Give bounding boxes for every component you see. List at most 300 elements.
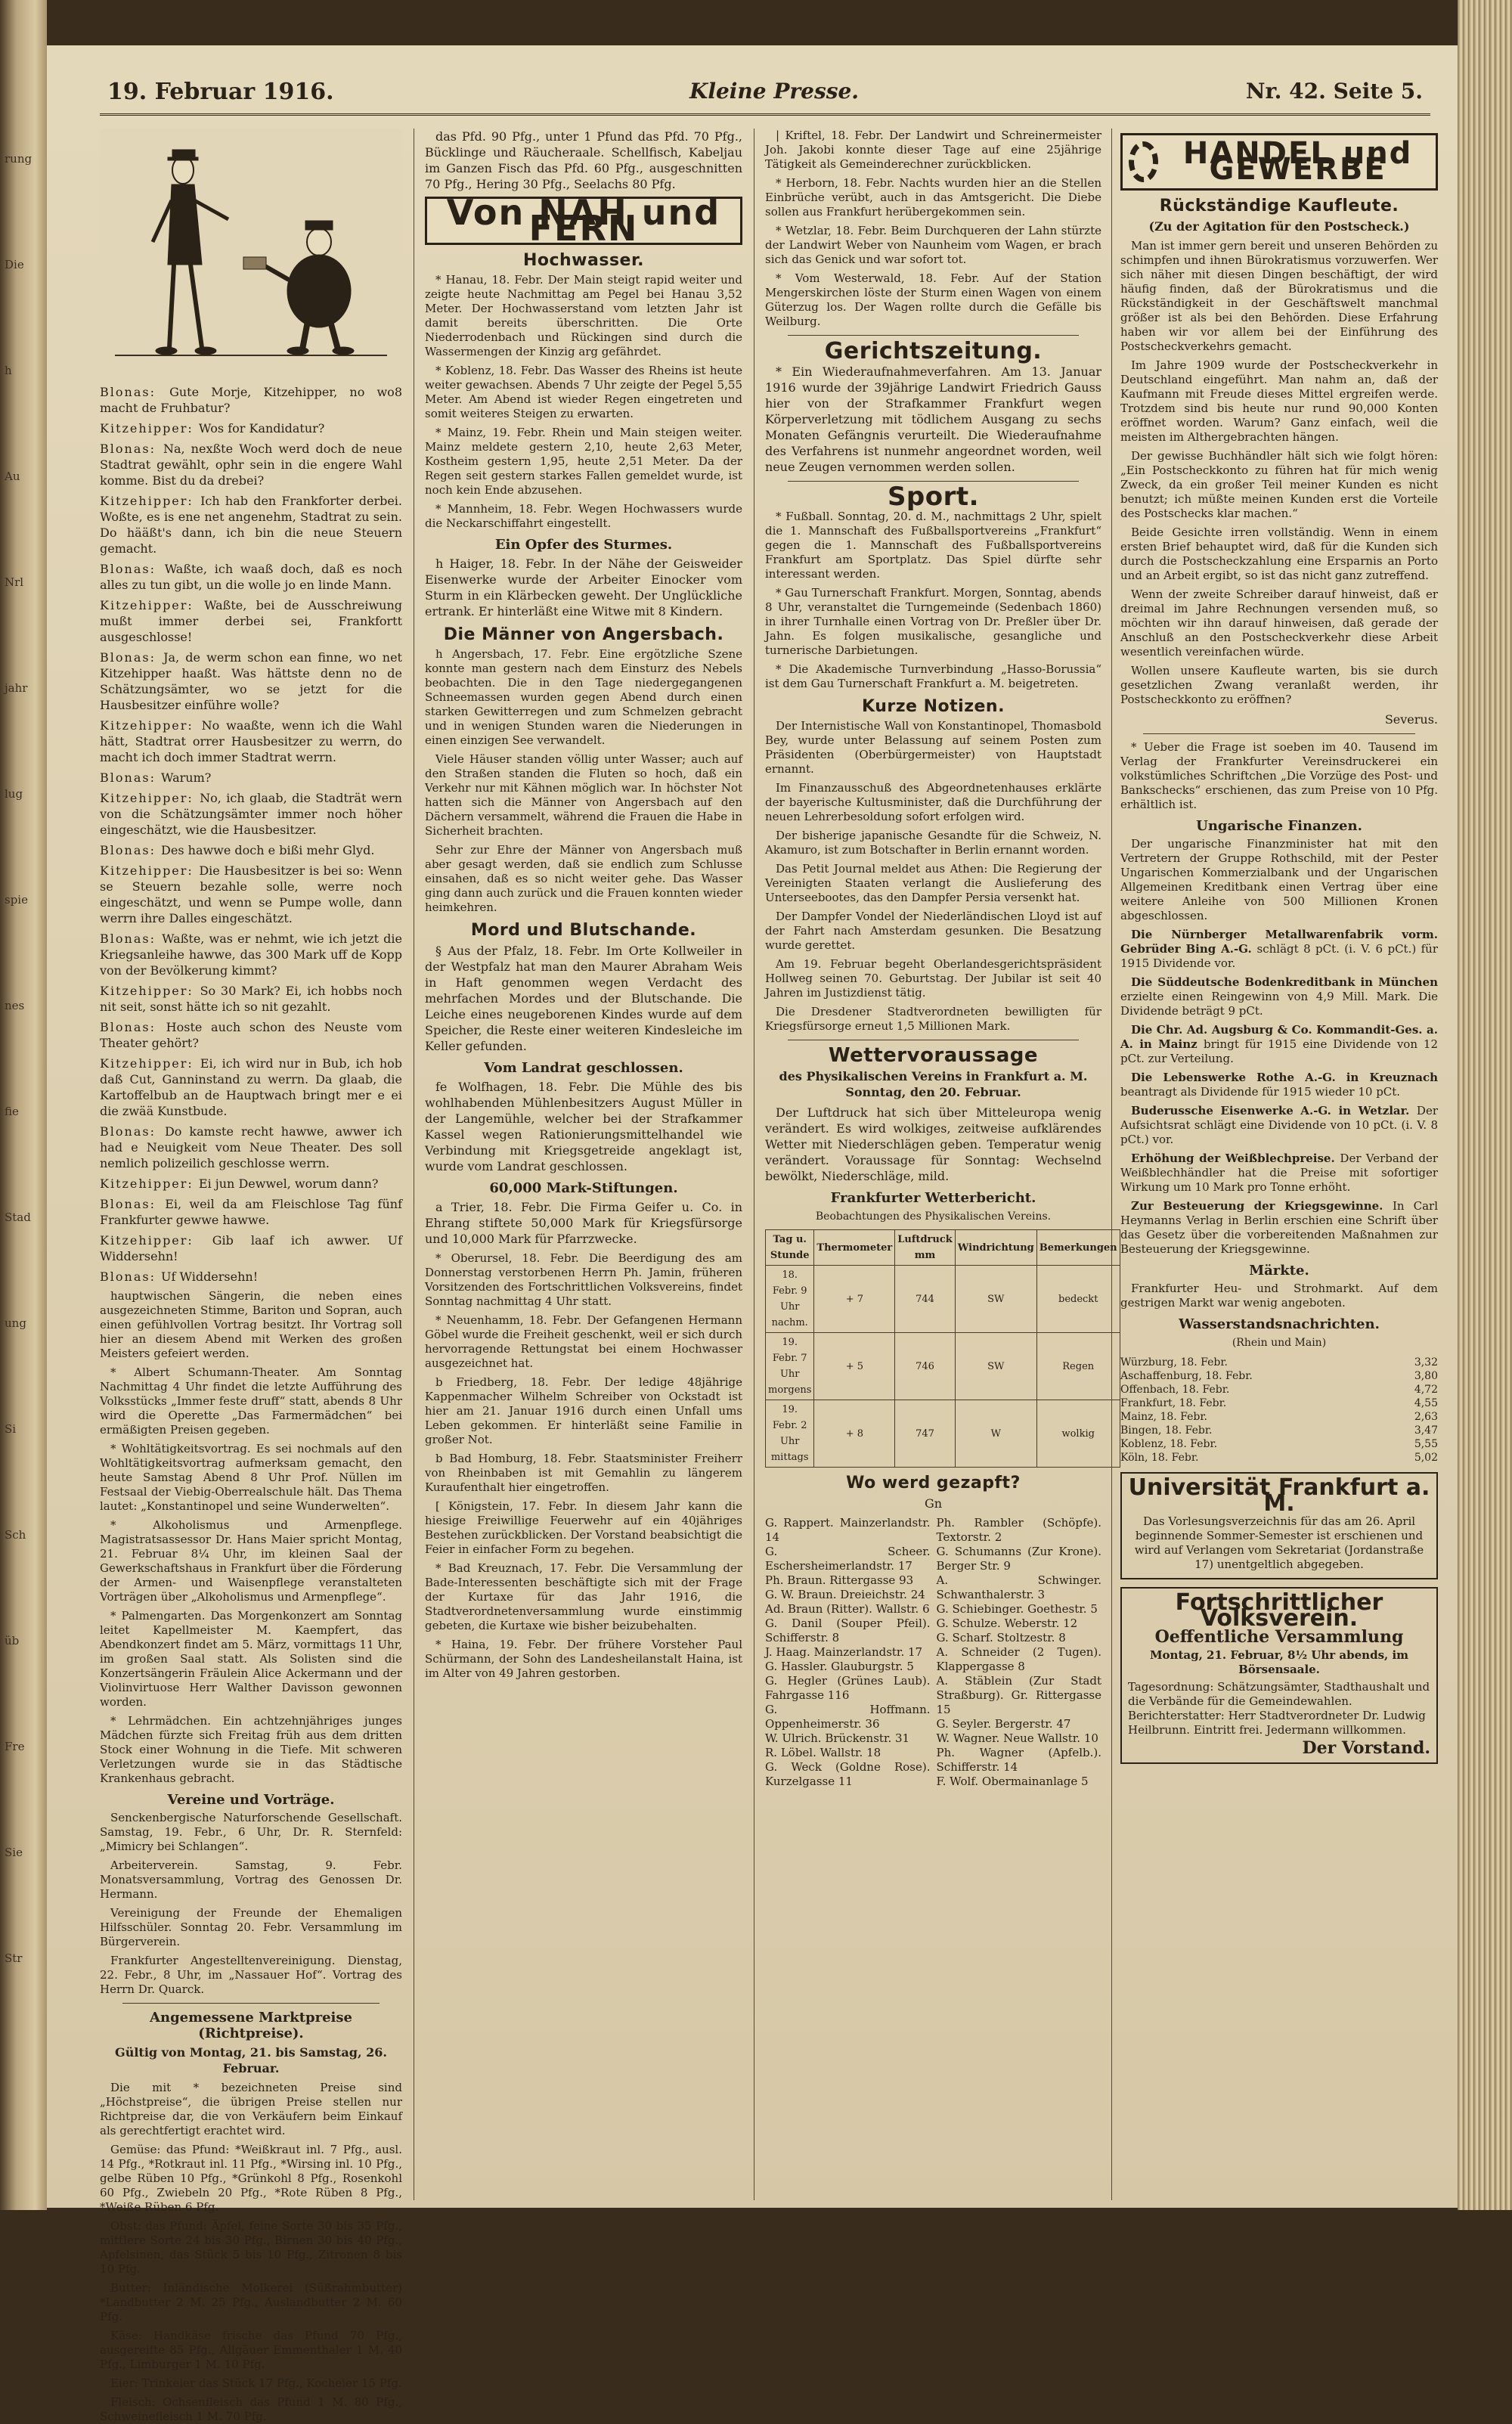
ad-title: Fortschrittlicher Volksverein. [1175,1589,1383,1632]
dialogue-text: Uf Widdersehn! [161,1269,259,1284]
water-level-station: Aschaffenburg, 18. Febr. [1120,1370,1253,1382]
column-1 [100,129,403,2423]
edge-text-fragment: jahr [5,681,28,695]
tavern-entry: G. Schiebinger. Goethestr. 5 [936,1602,1098,1616]
business-note [1120,975,1438,1018]
tavern-entry: Ph. Rambler (Schöpfe). Textorstr. 2 [936,1516,1101,1544]
headline-angersbach: Die Männer von Angersbach. [443,625,724,644]
dialogue-text: Die Hausbesitzer is bei so: Wenn se Steuern bezahle solle, werre noch eingeschätzt, und wenn se Pumpe wolle, dann werrn ihre Dalles eingeschätzt. [100,863,402,925]
business-note-text: erzielte einen Reingewinn von 4,9 Mill. Mark. Die Dividende beträgt 9 pCt. [1120,990,1438,1018]
article-text: * Wetzlar, 18. Febr. Beim Durchqueren der Lahn stürzte der Landwirt Weber von Naunheim vom Wagen, er brach sich das Genick und war sofort tot. [765,224,1101,266]
speaker-name: Kitzehipper: [100,598,205,612]
edge-text-fragment: Stad [5,1210,31,1224]
speaker-name: Blonas: [100,770,162,785]
notiz-item: Am 19. Februar begeht Oberlandesgerichtspräsident Hollweg seinen 70. Geburtstag. Der Jubilar ist seit 40 Jahren im Justizdienst tätig. [765,957,1101,1000]
author-signature: Severus. [1384,712,1438,727]
weather-row [766,1400,1120,1468]
edge-text-fragment: rung [5,152,33,166]
edge-text-fragment: Au [5,470,20,483]
column-4 [1120,129,1438,2200]
tavern-entry: G. Hassler. Glauburgstr. 5 [765,1660,914,1673]
article-text: * Alkoholismus und Armenpflege. Magistratsassessor Dr. Hans Maier spricht Montag, 21. Februar 8¼ Uhr, im kleinen Saal der Gewerkschaftshaus in Frankfurt über die Förderung der Armen- und Waisenpflege veranstalteten Vorträgen über „Alkoholismus und Armenpflege“. [100,1518,402,1604]
dialogue-line [100,441,402,488]
article-text: * Lehrmädchen. Ein achtzehnjähriges junges Mädchen fürzte sich Freitag früh aus dem dritten Stock einer Wohnung in die Tiefe. Mit schweren Verletzungen wurde sie in das Städtische Krankenhaus gebracht. [100,1714,402,1785]
article-text: * Gau Turnerschaft Frankfurt. Morgen, Sonntag, abends 8 Uhr, veranstaltet die Turngemeinde (Sedenbach 1860) in ihrer Turnhalle einen Vortrag von Dr. Preßler über Dr. Jahn. Es folgen musikalische, gesangliche und turnerische Darbietungen. [765,586,1101,657]
water-level-value: 3,47 [1414,1424,1438,1437]
article-text: * Haina, 19. Febr. Der frühere Vorsteher Paul Schürmann, der Sohn des Landesheilanstalt Haina, ist im Alter von 49 Jahren gestorben. [425,1638,742,1680]
page-header [100,76,1430,116]
dialogue-line [100,718,402,765]
tavern-entry: G. Seyler. Bergerstr. 47 [936,1717,1071,1731]
dialogue-text: Hoste auch schon des Neuste vom Theater gehört? [100,1020,402,1050]
wetterbericht-title: Frankfurter Wetterbericht. [830,1190,1036,1206]
wetterbericht-subtitle: Beobachtungen des Physikalischen Vereins. [815,1210,1052,1223]
article-subtitle: (Zu der Agitation für den Postscheck.) [1148,219,1410,234]
article-text: hauptwischen Sängerin, die neben eines ausgezeichneten Stimme, Bariton und Sopran, auch einen gefühlvollen Vortrag besitzt. Ihr Vortrag soll hier an diesem Abend mit Werken des großen Meisters gefeiert werden. [100,1289,402,1360]
article-text: b Friedberg, 18. Febr. Der ledige 48jährige Kappenmacher Wilhelm Schreiber von Ockstadt ist hier am 21. Januar 1916 durch einen Unfall ums Leben gekommen. Er hinterläßt seine Familie in großer Not. [425,1375,742,1446]
local-news-list [765,129,1101,329]
business-note-text: schlägt 8 pCt. (i. V. 6 pCt.) für 1915 Dividende vor. [1120,942,1438,970]
newspaper-title: Kleine Presse. [689,79,860,104]
speaker-name: Kitzehipper: [100,1176,199,1191]
cartoon-illustration [100,129,402,378]
business-note [1120,928,1438,971]
marktpreise-validity: Gültig von Montag, 21. bis Samstag, 26. Februar. [115,2045,387,2075]
business-note [1120,1152,1438,1195]
edge-text-fragment: nes [5,999,25,1012]
speaker-name: Kitzehipper: [100,421,199,436]
tavern-list-right [937,1516,1102,1789]
column-rule [1111,129,1112,2200]
notiz-item: Das Petit Journal meldet aus Athen: Die Regierung der Vereinigten Staaten verlangt die Auslieferung des Unterseebootes, das den Dampfer Persia versenkt hat. [765,862,1101,904]
tavern-entry: Ph. Wagner (Apfelb.). Schifferstr. 14 [936,1746,1101,1774]
water-level-row [1120,1424,1438,1437]
marktpreise-item: Käse: Handkäse frische das Pfund 70 Pfg., ausgereifte 85 Pfg., Allgäuer Emmenthaler 1 M. 40 Pfg., Limburger 1 M. 10 Pfg. [100,2329,402,2371]
headline-wasserstand: Wasserstandsnachrichten. [1179,1316,1380,1332]
speaker-name: Kitzehipper: [100,863,200,878]
section-title-kurze-notizen: Kurze Notizen. [862,697,1005,716]
business-note-title: Die Süddeutsche Bodenkreditbank in München [1131,975,1438,989]
business-note-text: Der Aufsichtsrat schlägt eine Dividende von 10 pCt. (i. V. 8 pCt.) vor. [1120,1104,1438,1146]
business-note [1120,1071,1438,1099]
dialogue-line [100,561,402,593]
edge-text-fragment: Str [5,1951,23,1965]
dialogue-text: Gib laaf ich awwer. Uf Widdersehn! [100,1233,402,1263]
dialogue-line [100,931,402,978]
weather-cell: W [955,1400,1036,1468]
tavern-entry: G. Hegler (Grünes Laub). Fahrgasse 116 [765,1674,931,1702]
speaker-name: Blonas: [100,562,165,576]
edge-text-fragment: Nrl [5,575,24,589]
edge-text-fragment: Sie [5,1846,23,1859]
dialogue-text: No, ich glaab, die Stadträt wern von die Schätzungsämter immer noch höher eingeschätzt, wie die Hausbesitzer. [100,791,402,837]
business-note-title: Buderussche Eisenwerke A.-G. in Wetzlar. [1131,1104,1417,1117]
weather-column-header: Thermometer [814,1230,895,1266]
wetter-subtitle: des Physikalischen Vereins in Frankfurt a. M. Sonntag, den 20. Februar. [779,1069,1088,1099]
tavern-entry: G. Scharf. Stoltzestr. 8 [936,1631,1066,1644]
dialogue-text: Ei, weil da am Fleischlose Tag fünf Frankfurter gewwe hawwe. [100,1197,402,1227]
section-title-vereine: Vereine und Vorträge. [167,1792,335,1808]
sport-articles [765,510,1101,691]
weather-cell: SW [955,1333,1036,1400]
marktpreise-item: Obst: das Pfund: Äpfel, feine Sorte 30 bis 35 Pfg., mittlere Sorte 24 bis 30 Pfg., Birnen 30 bis 40 Pfg., Apfelsinen, das Stück 5 bis 10 Pfg., Zitronen 8 bis 10 Pfg. [100,2219,402,2276]
water-level-row [1120,1383,1438,1396]
tavern-entry: G. Schumanns (Zur Krone). Berger Str. 9 [936,1545,1101,1573]
water-level-row [1120,1356,1438,1369]
dialogue-line [100,1232,402,1264]
section-banner-handel-gewerbe [1120,133,1438,191]
tavern-entry: G. Rappert. Mainzerlandstr. 14 [765,1516,931,1544]
speaker-name: Kitzehipper: [100,718,202,733]
notiz-item: Die Dresdener Stadtverordneten bewilligten für Kriegsfürsorge erneut 1,5 Millionen Mark. [765,1005,1101,1033]
tavern-list [765,1516,1101,1789]
water-level-row [1120,1437,1438,1451]
article-text: * Bad Kreuznach, 17. Febr. Die Versammlung der Bade-Interessenten beschäftigte sich mit der Frage der Kurtaxe für das Jahr 1916, die Stadtverordnetenversammlung wurde einstimmig gebeten, die Kurtaxe wie bisher beizubehalten. [425,1561,742,1632]
business-note-title: Die Chr. Ad. Augsburg & Co. Kommandit-Ges. a. A. in Mainz [1120,1023,1438,1051]
water-level-row [1120,1396,1438,1410]
dialogue-line [100,1124,402,1171]
article-text: * Die Akademische Turnverbindung „Hasso-Borussia“ ist dem Gau Turnerschaft Frankfurt a. M. beigetreten. [765,662,1101,690]
headline-landrat: Vom Landrat geschlossen. [484,1060,683,1076]
article-text: * Vom Westerwald, 18. Febr. Auf der Station Mengerskirchen löste der Sturm einen Wagen von einem Güterzug los. Der Wagen rollte durch die Gefälle bis Weilburg. [765,271,1101,328]
dialogue-text: No waaßte, wenn ich die Wahl hätt, Stadtrat orrer Hausbesitzer zu werrn, do macht ich doch immer Stadtrat werrn. [100,718,402,764]
weather-column-header: Bemerkungen [1036,1230,1120,1266]
dialogue-line [100,842,402,858]
marktpreise-item: Eier: Trinkeier das Stück 17 Pfg., Kocheier 15 Pfg. [110,2376,402,2390]
article-text: Der Luftdruck hat sich über Mitteleuropa wenig verändert. Es wird wolkiges, zeitweise aufklärendes Wetter mit Niederschlägen geben. Temperatur wenig verändert. Voraussage für Sonntag: Wechselnd bewölkt, Niederschläge, mild. [765,1105,1101,1183]
speaker-name: Kitzehipper: [100,791,200,805]
tavern-entry: W. Ulrich. Brückenstr. 31 [765,1731,910,1745]
weather-cell: 746 [895,1333,956,1400]
water-level-value: 5,02 [1414,1452,1438,1464]
local-news-list [425,1251,742,1681]
business-notes [1120,928,1438,1257]
edge-text-fragment: üb [5,1634,20,1648]
edge-text-fragment: Si [5,1422,17,1436]
weather-cell: 744 [895,1266,956,1333]
business-note-title: Zur Besteuerung der Kriegsgewinne. [1131,1199,1393,1213]
angersbach-article [425,647,742,915]
speaker-name: Kitzehipper: [100,1233,212,1248]
tavern-entry: G. Schulze. Weberstr. 12 [936,1617,1078,1630]
article-text: * Ein Wiederaufnahmeverfahren. Am 13. Januar 1916 wurde der 39jährige Landwirt Friedrich Gauss hier von der Strafkammer Frankfurt wegen Körperverletzung mit tödlichem Ausgang zu sechs Monaten Gefängnis verurteilt. Die Wiederaufnahme des Verfahrens ist nunmehr angeordnet worden, weil neue Zeugen vernommen werden sollen. [765,364,1101,474]
tavern-entry: W. Wagner. Neue Wallstr. 10 [936,1731,1098,1745]
business-note-title: Erhöhung der Weißblechpreise. [1131,1152,1340,1165]
weather-table [765,1229,1120,1468]
tavern-entry: R. Löbel. Wallstr. 18 [765,1746,881,1759]
dialogue-text: Ei jun Dewwel, worum dann? [198,1176,379,1191]
weather-cell: + 5 [814,1333,895,1400]
water-level-value: 3,80 [1414,1370,1438,1382]
vereine-list [100,1811,402,1997]
article-text: * Albert Schumann-Theater. Am Sonntag Nachmittag 4 Uhr findet die letzte Aufführung des Volksstücks „Immer feste druff“ statt, abends 8 Uhr wird die Operette „Das Farmermädchen“ bei ermäßigten Preisen gegeben. [100,1365,402,1437]
dialogue-line [100,493,402,556]
marktpreise-item: Butter: Inländische Molkerei (Süßrahmbutter) *Landbutter 2 M. 25 Pfg., Auslandbutter 2 M. 60 Pfg. [100,2281,402,2323]
article-text: * Koblenz, 18. Febr. Das Wasser des Rheins ist heute weiter gewachsen. Abends 7 Uhr zeigte der Pegel 5,55 Meter. Am Abend ist wieder Regen eingetreten und somit weiteres Steigen zu erwarten. [425,364,742,420]
article-text: h Angersbach, 17. Febr. Eine ergötzliche Szene konnte man gestern nach dem Einsturz des Nebels beobachten. Die in den Tage niedergegangenen Schneemassen wurden gegen Abend durch einen starken Gewitterregen und zum Schmelzen gebracht und in wenigen Stunden waren die Niederungen in einen einzigen See verwandelt. [425,647,742,747]
tavern-entry: J. Haag. Mainzerlandstr. 17 [765,1645,923,1659]
water-level-value: 3,32 [1414,1356,1438,1369]
marktpreise-item: Gemüse: das Pfund: *Weißkraut inl. 7 Pfg., ausl. 14 Pfg., *Rotkraut inl. 11 Pfg., *Wirsing inl. 10 Pfg., gelbe Rüben 10 Pfg., *Grünkohl 8 Pfg., Rosenkohl 60 Pfg., Zwiebeln 20 Pfg., *Rote Rüben 8 Pfg., *Weiße Rüben 6 Pfg. [100,2143,402,2214]
business-note-title: Die Nürnberger Metallwarenfabrik vorm. Gebrüder Bing A.-G. [1120,928,1438,956]
article-text: fe Wolfhagen, 18. Febr. Die Mühle des bis wohlhabenden Mühlenbesitzers August Müller in der Langemühle, welcher bei der Strafkammer Kassel wegen Rationierungsmittelhandel wie Verbindung mit Kriegsgetreide angeklagt ist, wurde vom Landrat geschlossen. [425,1080,742,1173]
edge-text-fragment: fie [5,1105,19,1118]
left-page-edge [0,0,47,2210]
section-title-hochwasser: Hochwasser. [522,251,645,270]
article-text: Wollen unsere Kaufleute warten, bis sie durch gesetzlichen Zwang veranlaßt werden, ihr Postscheckkonto zu eröffnen? [1120,664,1438,706]
notiz-item: Der Dampfer Vondel der Niederländischen Lloyd ist auf der Fahrt nach Amsterdam gesunken. Die Besatzung wurde gerettet. [765,910,1101,952]
dialogue-text: Ja, de werm schon ean finne, wo net Kitzehipper haaßt. Was hättste denn no de Schätzungsämter, wo se jetzt for die Hausbesitzer einführe wolle? [100,650,402,712]
dialogue-text: Ei, ich wird nur in Bub, ich hob daß Cut, Ganninstand zu werrn. Da glaab, die Kartoffelbub an de Hauptwach bringt mer e ei die zwää Kunstbude. [100,1056,402,1118]
business-note-text: In Carl Heymanns Verlag in Berlin erschien eine Schrift über das Gesetz über die vorbereitenden Maßnahmen zur Besteuerung der Kriegsgewinne. [1120,1199,1438,1256]
article-text: * Wohltätigkeitsvortrag. Es sei nochmals auf den Wohltätigkeitsvortrag aufmerksam gemacht, den heute Samstag Abend 8 Uhr Prof. Nüllen im Festsaal der Viebig-Oberrealschule hält. Das Thema lautet: „Konstantinopel und seine Wunderwelten“. [100,1442,402,1513]
tavern-entry: Ph. Braun. Rittergasse 93 [765,1573,914,1587]
dialogue-text: Gute Morje, Kitzehipper, no wo8 macht de Fruhbatur? [100,385,402,415]
weather-table-header [766,1230,1120,1266]
ad-subtitle: Oeffentliche Versammlung [1154,1627,1404,1647]
tavern-entry: G. Danil (Souper Pfeil). Schifferstr. 8 [765,1617,931,1644]
water-level-row [1120,1451,1438,1465]
section-title-marktpreise: Angemessene Marktpreise (Richtpreise). [150,2010,352,2041]
business-note [1120,1023,1438,1066]
weather-cell: 747 [895,1400,956,1468]
speaker-name: Blonas: [100,1020,166,1034]
weather-cell: Regen [1036,1333,1120,1400]
issue-number: Nr. 42. Seite 5. [1245,79,1423,104]
water-level-value: 2,63 [1414,1411,1438,1423]
business-note-text: beantragt als Dividende für 1915 wieder 10 pCt. [1120,1085,1401,1099]
weather-cell: wolkig [1036,1400,1120,1468]
tavern-entry: G. W. Braun. Dreieichstr. 24 [765,1588,925,1601]
headline-mord: Mord und Blutschande. [470,921,697,940]
article-text: * Mannheim, 18. Febr. Wegen Hochwassers wurde die Neckarschiffahrt eingestellt. [425,502,742,530]
divider [1143,733,1415,734]
notiz-item: Der bisherige japanische Gesandte für die Schweiz, N. Akamuro, ist zum Botschafter in Berlin ernannt worden. [765,829,1101,857]
ad-title: Universität Frankfurt a. M. [1128,1474,1430,1517]
advertisement-universitaet [1120,1472,1438,1579]
marktpreise-item: Fleisch: Ochsenfleisch das Pfund 1 M. 80 Pfg., Schweinefleisch 1 M. 70 Pfg. [100,2395,402,2423]
weather-cell: bedeckt [1036,1266,1120,1333]
article-text: * Ueber die Frage ist soeben im 40. Tausend im Verlag der Frankfurter Vereinsdruckerei ein volkstümliches Schriftchen „Die Vorzüge des Post- und Bankschecks“ erschienen, das zum Preise von 10 Pfg. erhältlich ist. [1120,740,1438,811]
weather-cell: 19. Febr. 7 Uhr morgens [766,1333,814,1400]
section-title-wo-werd-gezapft: Wo werd gezapft? [846,1474,1021,1493]
column-3 [765,129,1117,2200]
weather-row [766,1266,1120,1333]
weather-column-header: Tag u. Stunde [766,1230,814,1266]
issue-date: 19. Februar 1916. [107,79,334,105]
banner-title: HANDEL und GEWERBE [1182,136,1413,187]
edge-text-fragment: ung [5,1316,26,1330]
section-title-sport: Sport. [887,482,980,512]
business-note-text: bringt für 1915 eine Dividende von 12 pCt. zur Verteilung. [1120,1037,1438,1065]
article-text: Im Jahre 1909 wurde der Postscheckverkehr in Deutschland eingeführt. Man nahm an, daß der Kaufmann mit Freude dieses Mittel ergreifen werde. Trotzdem sind bis heute nur rund 90,000 Konten eröffnet worden. Warum? Ganz einfach, weil die meisten im Althergebrachten hängen. [1120,358,1438,444]
article-text: * Herborn, 18. Febr. Nachts wurden hier an die Stellen Einbrüche verübt, auch in das Amtsgericht. Die Diebe sollen aus Frankfurt herübergekommen sein. [765,176,1101,219]
weather-row [766,1333,1120,1400]
article-text: * Oberursel, 18. Febr. Die Beerdigung des am Donnerstag verstorbenen Herrn Ph. Jamin, früheren Vorsitzenden des Fortschrittlichen Volksvereins, findet Sonntag nachmittag 4 Uhr statt. [425,1251,742,1308]
weather-table-body [766,1266,1120,1468]
speaker-name: Kitzehipper: [100,1056,200,1071]
weather-column-header: Luftdruck mm [895,1230,956,1266]
dialogue-text: Waßte, bei de Ausschreiwung mußt immer derbei sei, Frankfortt ausgeschlosse! [100,598,402,644]
water-level-row [1120,1410,1438,1424]
water-level-station: Frankfurt, 18. Febr. [1120,1397,1227,1409]
article-text: Der gewisse Buchhändler hält sich wie folgt hören: „Ein Postscheckkonto zu führen hat für mich wenig Zweck, da ein großer Teil meiner Kunden es nicht benutzt; ich müßte meinen Kunden erst die Vorteile des Postschecks klar machen.“ [1120,449,1438,520]
dialogue-text: Waßte, was er nehmt, wie ich jetzt die Kriegsanleihe hawwe, das 300 Mark uff de Kopp von der Bevölkerung kimmt? [100,931,402,978]
water-level-row [1120,1369,1438,1383]
dialogue-text: So 30 Mark? Ei, ich hobbs noch nit seit, sonst hätte ich so nit gezahlt. [100,984,402,1014]
edge-text-fragment: spie [5,893,28,907]
right-page-edge [1458,0,1512,2210]
speaker-name: Kitzehipper: [100,494,201,508]
article-text: * Hanau, 18. Febr. Der Main steigt rapid weiter und zeigte heute Nachmittag am Pegel bei Hanau 3,52 Meter. Der Hochwasserstand vom letzten Jahr ist damit bereits überschritten. Die Orte Niederrodenbach und Rückingen sind durch die Wassermengen der Kinzig arg gefährdet. [425,273,742,358]
water-level-station: Mainz, 18. Febr. [1120,1411,1207,1423]
section-title-wettervoraussage: Wettervoraussage [828,1044,1039,1067]
notiz-item: Im Finanzausschuß des Abgeordnetenhauses erklärte der bayerische Kultusminister, daß die Durchführung der neuen Lehrerbesoldung sofort erfolgen wird. [765,781,1101,823]
dialogue-text: Warum? [161,770,212,785]
article-text: das Pfd. 90 Pfg., unter 1 Pfund das Pfd. 70 Pfg., Bücklinge und Räucheraale. Schellfisch, Kabeljau im Ganzen Fisch das Pfd. 60 Pfg., ausgeschnitten 70 Pfg., Hering 30 Pfg., Seelachs 80 Pfg. [425,129,742,191]
dialogue [100,384,402,1285]
hochwasser-articles [425,273,742,531]
edge-text-fragment: lug [5,787,23,801]
article-text: Frankfurter Heu- und Strohmarkt. Auf dem gestrigen Markt war wenig angeboten. [1120,1282,1438,1310]
weather-cell: 19. Febr. 2 Uhr mittags [766,1400,814,1468]
article-text: * Neuenhamm, 18. Febr. Der Gefangenen Hermann Göbel wurde die Freiheit geschenkt, weil er sich durch hervorragende Rettungstat bei einem Hochwasser ausgezeichnet hat. [425,1313,742,1370]
dialogue-line [100,863,402,926]
edge-text-fragment: Sch [5,1528,26,1542]
article-text: a Trier, 18. Febr. Die Firma Geifer u. Co. in Ehrang stiftete 50,000 Mark für Kriegsfürsorge und 10,000 Mark für Pfarrzwecke. [425,1200,742,1246]
tavern-entry: G. Hoffmann. Oppenheimerstr. 36 [765,1703,931,1731]
ad-signature: Der Vorstand. [1302,1738,1430,1758]
speaker-name: Blonas: [100,442,163,456]
business-note [1120,1199,1438,1257]
article-text: b Bad Homburg, 18. Febr. Staatsminister Freiherr von Rheinbaben ist mit Gemahlin zu längerem Kuraufenthalt hier eingetroffen. [425,1452,742,1494]
ad-datetime: Montag, 21. Februar, 8½ Uhr abends, im Börsensaale. [1149,1648,1409,1676]
marktpreise-item: Die mit * bezeichneten Preise sind „Höchstpreise“, die übrigen Preise stellen nur Richtpreise dar, die von Verkäufern beim Einkauf als gerechtfertigt erachtet wird. [100,2081,402,2137]
water-level-value: 4,72 [1414,1384,1438,1396]
article-text: | Kriftel, 18. Febr. Der Landwirt und Schreinermeister Joh. Jakobi konnte dieser Tage auf eine 25jährige Tätigkeit als Gemeinderechner zurückblicken. [765,129,1101,171]
water-level-station: Bingen, 18. Febr. [1120,1424,1213,1437]
section-title-gerichtszeitung: Gerichtszeitung. [824,338,1043,364]
column-2 [425,129,742,2200]
speaker-name: Blonas: [100,1197,166,1211]
dialogue-text: Des hawwe doch e bißi mehr Glyd. [161,843,375,857]
dialogue-line [100,1055,402,1119]
speaker-name: Blonas: [100,931,163,946]
weather-cell: 18. Febr. 9 Uhr nachm. [766,1266,814,1333]
speaker-name: Kitzehipper: [100,984,200,998]
dialogue-line [100,770,402,786]
speaker-name: Blonas: [100,1124,165,1139]
tavern-entry: G. Weck (Goldne Rose). Kurzelgasse 11 [765,1760,931,1788]
dialogue-line [100,790,402,838]
article-text: h Haiger, 18. Febr. In der Nähe der Geisweider Eisenwerke wurde der Arbeiter Einocker vom Sturm in ein Klärbecken geweht. Der Unglückliche ertrank. Er hinterläßt eine Witwe mit 8 Kindern. [425,556,742,618]
water-level-station: Köln, 18. Febr. [1120,1452,1199,1464]
gezapft-subtitle: Gn [924,1496,943,1511]
notiz-item: Der Internistische Wall von Konstantinopel, Thomasbold Bey, wurde unter Belassung auf seinem Posten zum Präsidenten (Oberbürgermeister) von Hauptstadt ernannt. [765,719,1101,776]
notizen-list [765,719,1101,1034]
dialogue-text: Do kamste recht hawwe, awwer ich had e Neuigkeit vom Neue Theater. Des soll nemlich polizeilich geschlosse werrn. [100,1124,403,1170]
dialogue-line [100,983,402,1015]
marktpreise-list [100,2081,402,2424]
vereine-item: Frankfurter Angestelltenvereinigung. Dienstag, 22. Febr., 8 Uhr, im „Nassauer Hof“. Vortrag des Herrn Dr. Quarck. [100,1954,402,1996]
article-text: Viele Häuser standen völlig unter Wasser; auch auf den Straßen standen die Fluten so hoch, daß ein Verkehr nur mit Kähnen möglich war. In höchster Not hatten sich die Männer von Angersbach auf den Dächern versammelt, während die Frauen die Habe in Sicherheit brachten. [425,752,742,838]
dialogue-line [100,649,402,713]
weather-cell: + 8 [814,1400,895,1468]
dialogue-line [100,1176,402,1192]
newspaper-page [47,45,1458,2423]
article-text: Beide Gesichte irren vollständig. Wenn in einem ersten Brief behauptet wird, daß für die Kunden sich durch die Postscheckzahlung eine Ersparnis an Porto und an Arbeit ergibt, so ist das nicht ganz zutreffend. [1120,525,1438,582]
headline-rueckstaendige-kaufleute: Rückständige Kaufleute. [1159,197,1399,215]
article-text: Man ist immer gern bereit und unseren Behörden zu schimpfen und ihnen Bürokratismus vorzuwerfen. Wer sich näher mit diesen Dingen beschäftigt, der wird häufig finden, daß der Bürokratismus und die Rückständigkeit in der Geschäftswelt manchmal größer ist als bei den Behörden. Diese Erfahrung haben wir vor allem bei der Einführung des Postscheckverkehrs gemacht. [1120,239,1438,353]
dialogue-text: Waßte, ich waaß doch, daß es noch alles zu tun gibt, un die wolle jo en linde Mann. [100,562,402,592]
tavern-list-left [765,1516,931,1789]
tavern-entry: F. Wolf. Obermainanlage 5 [936,1775,1089,1788]
tavern-entry: A. Stäblein (Zur Stadt Straßburg). Gr. Rittergasse 15 [936,1674,1101,1716]
edge-text-fragment: Die [5,258,24,271]
business-note [1120,1104,1438,1147]
tavern-entry: G. Scheer. Eschersheimerlandstr. 17 [765,1545,931,1573]
edge-text-fragment: Fre [5,1740,25,1753]
article-text: [ Königstein, 17. Febr. In diesem Jahr kann die hiesige Freiwillige Feuerwehr auf ein 40jähriges Bestehen zurückblicken. Der Vorstand beabsichtigt die Feier in einfacher Form zu begehen. [425,1499,742,1556]
tavern-entry: Ad. Braun (Ritter). Wallstr. 6 [765,1602,930,1616]
dialogue-text: Wos for Kandidatur? [198,421,325,436]
business-note-text: Der Verband der Weißblechhändler hat die Preise mit sofortiger Wirkung um 10 Mark pro Tonne erhöht. [1120,1152,1438,1194]
tavern-entry: A. Schneider (2 Tugen). Klappergasse 8 [936,1645,1101,1673]
dialogue-line [100,420,402,436]
speaker-name: Blonas: [100,1269,162,1284]
wasserstand-subtitle: (Rhein und Main) [1232,1337,1327,1349]
article-text: Sehr zur Ehre der Männer von Angersbach muß aber gesagt werden, daß sie endlich zum Schlusse einsahen, daß es so nicht weiter gehe. Das Wasser ging dann auch zurück und die Frauen konnten wieder heimkehren. [425,843,742,914]
headline-sturm: Ein Opfer des Sturmes. [494,537,673,553]
article-text: * Fußball. Sonntag, 20. d. M., nachmittags 2 Uhr, spielt die 1. Mannschaft des Fußballsportvereins „Frankfurt“ gegen die 1. Mannschaft des Fußballsportvereins Frankfurt am Sportplatz. Das Spiel dürfte sehr interessant werden. [765,510,1101,581]
gear-icon [1129,141,1158,182]
divider [788,335,1079,336]
tavern-entry: A. Schwinger. Schwanthalerstr. 3 [936,1573,1101,1601]
dialogue-line [100,597,402,645]
article-text: Wenn der zweite Schreiber darauf hinweist, daß er dreimal im Jahre Rechnungen versenden muß, so möchten wir ihn darauf hinweisen, daß gerade der Anschluß an den Postscheckverkehr diese Arbeit wesentlich vereinfachen würde. [1120,587,1438,659]
water-level-value: 4,55 [1414,1397,1438,1409]
speaker-name: Blonas: [100,385,170,399]
speaker-name: Blonas: [100,650,164,665]
article-text: § Aus der Pfalz, 18. Febr. Im Orte Kollweiler in der Westpfalz hat man den Maurer Abraham Weis in Haft genommen wegen Verdacht des mehrfachen Mordes und der Blutschande. Die Leiche eines neugeborenen Kindes wurde auf dem Speicher, die Reste einer weiteren Kindesleiche im Keller gefunden. [425,944,742,1053]
dialogue-text: Na, nexßte Woch werd doch de neue Stadtrat gewählt, ophr sein in die engere Wahl komme. Bist du da drebei? [100,442,402,488]
article-text: * Mainz, 19. Febr. Rhein und Main steigen weiter. Mainz meldete gestern 2,10, heute 2,63 Meter, Kostheim gestern 1,95, heute 2,51 Meter. Da der Regen seit gestern starkes Fallen gemeldet wurde, ist noch kein Ende abzusehen. [425,426,742,497]
weather-cell: SW [955,1266,1036,1333]
vereine-item: Arbeiterverein. Samstag, 9. Febr. Monatsversammlung, Vortrag des Genossen Dr. Hermann. [100,1858,402,1901]
dialogue-line [100,1269,402,1285]
divider [122,2003,380,2004]
kaufleute-article [1120,239,1438,707]
column-1-articles [100,1289,402,1786]
vereine-item: Vereinigung der Freunde der Ehemaligen Hilfsschüler. Sonntag 20. Febr. Versammlung im Bürgerverein. [100,1906,402,1948]
water-level-station: Offenbach, 18. Febr. [1120,1384,1230,1396]
water-level-value: 5,55 [1414,1438,1438,1450]
business-note-title: Die Lebenswerke Rothe A.-G. in Kreuznach [1131,1071,1438,1084]
speaker-name: Blonas: [100,843,162,857]
dialogue-line [100,1019,402,1051]
headline-maerkte: Märkte. [1249,1263,1309,1279]
weather-cell: + 7 [814,1266,895,1333]
headline-stiftungen: 60,000 Mark-Stiftungen. [489,1180,678,1196]
dialogue-line [100,1196,402,1228]
water-level-station: Koblenz, 18. Febr. [1120,1438,1218,1450]
edge-text-fragment: h [5,364,12,377]
article-text: * Palmengarten. Das Morgenkonzert am Sonntag leitet Kapellmeister M. Kaempfert, das Abendkonzert findet am 5. März, vormittags 11 Uhr, im großen Saal statt. Als Solisten sind die Konzertsängerin Fräulein Alice Ackermann und der Violinvirtuose Herr Walther Davisson gewonnen worden. [100,1609,402,1709]
water-level-list [1120,1356,1438,1465]
weather-column-header: Windrichtung [955,1230,1036,1266]
water-level-station: Würzburg, 18. Febr. [1120,1356,1228,1369]
headline-ungarische-finanzen: Ungarische Finanzen. [1196,818,1362,834]
